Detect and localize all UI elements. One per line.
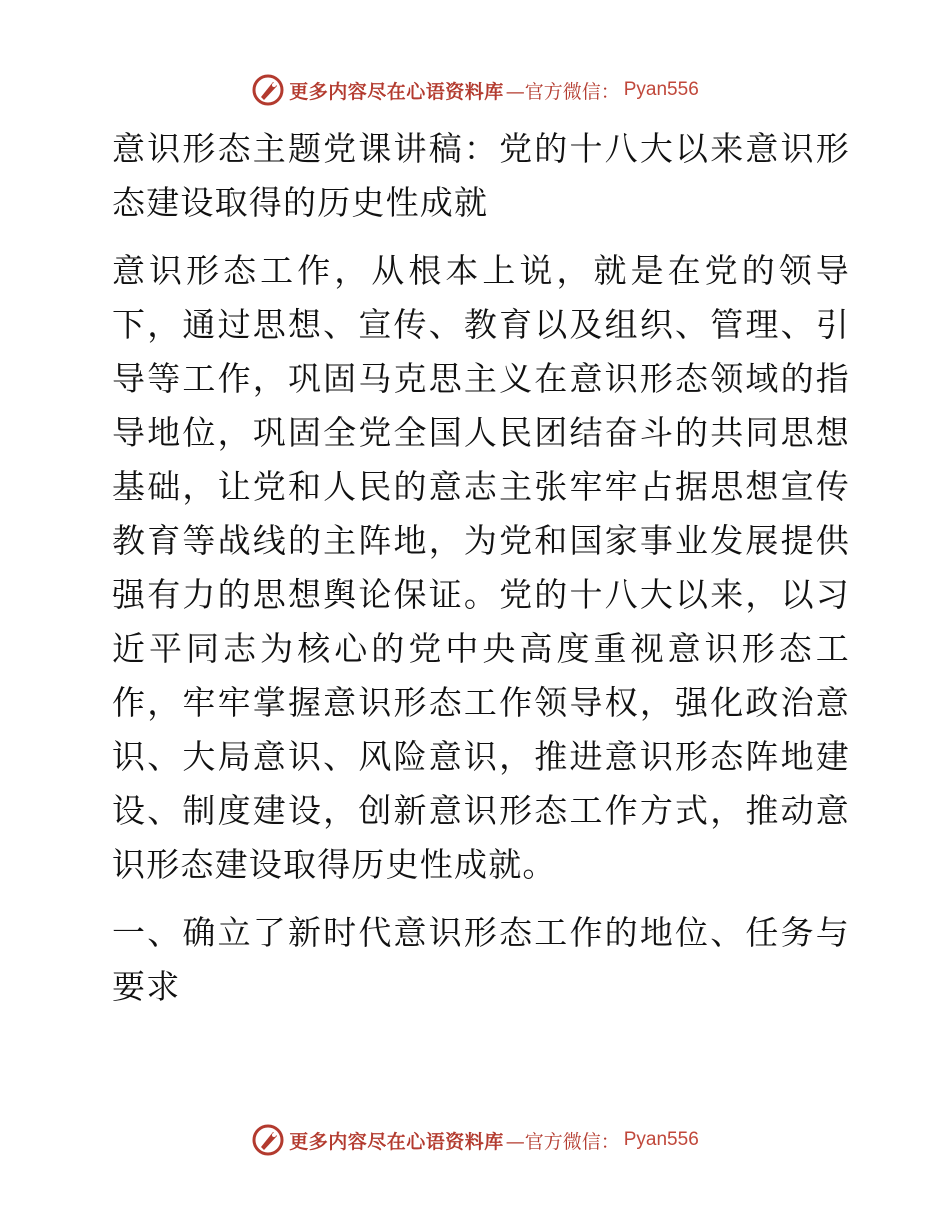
watermark-wechat-handle: Pyan556 bbox=[623, 1129, 699, 1150]
watermark-wechat-handle: Pyan556 bbox=[623, 79, 699, 100]
watermark-brand-text: 更多内容尽在心语资料库 bbox=[289, 1130, 504, 1153]
watermark-official-label: —官方微信： bbox=[505, 80, 620, 103]
watermark-official-label: —官方微信： bbox=[505, 1130, 620, 1153]
body-paragraph: 意识形态工作，从根本上说，就是在党的领导下，通过思想、宣传、教育以及组织、管理、引导等工作，巩固马克思主义在意识形态领域的指导地位，巩固全党全国人民团结奋斗的共同思想基础，让党和人民的意志主张牢牢占据思想宣传教育等战线的主阵地，为党和国家事业发展提供强有力的思想舆论保证。党的十八大以来，以习近平同志为核心的党中央高度重视意识形态工作，牢牢掌握意识形态工作领导权，强化政治意识、大局意识、风险意识，推进意识形态阵地建设、制度建设，创新意识形态工作方式，推动意识形态建设取得历史性成就。 bbox=[112, 251, 850, 884]
document-title: 意识形态主题党课讲稿：党的十八大以来意识形态建设取得的历史性成就 bbox=[112, 129, 850, 222]
header-watermark bbox=[0, 70, 950, 110]
document-body bbox=[98, 122, 850, 1014]
section-heading: 一、确立了新时代意识形态工作的地位、任务与要求 bbox=[112, 913, 850, 1006]
watermark-brand-text: 更多内容尽在心语资料库 bbox=[289, 80, 504, 103]
pen-nib-logo-icon bbox=[251, 73, 285, 107]
footer-watermark bbox=[0, 1120, 950, 1160]
pen-nib-logo-icon bbox=[251, 1123, 285, 1157]
